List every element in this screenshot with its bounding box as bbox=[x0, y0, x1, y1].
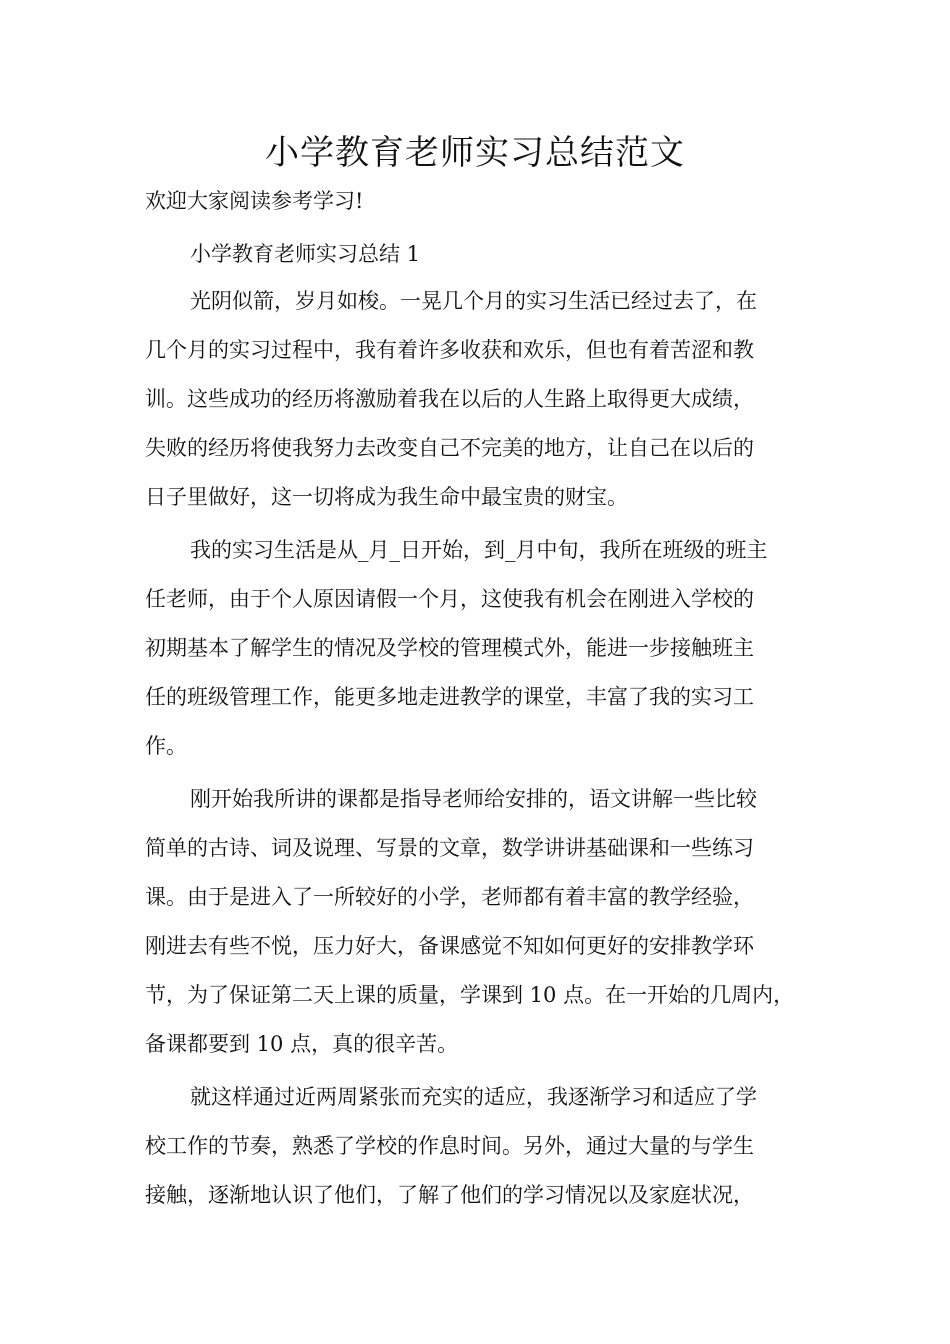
paragraph-2-line-1: 我的实习生活是从_月_日开始，到_月中旬，我所在班级的班主 bbox=[190, 538, 768, 562]
paragraph-3-line-5: 节，为了保证第二天上课的质量，学课到 10 点。在一开始的几周内， bbox=[145, 983, 795, 1007]
paragraph-2-line-2: 任老师，由于个人原因请假一个月，这使我有机会在刚进入学校的 bbox=[145, 587, 754, 611]
paragraph-1-line-2: 几个月的实习过程中，我有着许多收获和欢乐，但也有着苦涩和教 bbox=[145, 338, 754, 362]
paragraph-2-line-4: 任的班级管理工作，能更多地走进教学的课堂，丰富了我的实习工 bbox=[145, 685, 754, 709]
paragraph-2-line-5: 作。 bbox=[145, 734, 187, 758]
paragraph-3-line-3: 课。由于是进入了一所较好的小学，老师都有着丰富的教学经验， bbox=[145, 885, 754, 909]
paragraph-4-line-1: 就这样通过近两周紧张而充实的适应，我逐渐学习和适应了学 bbox=[190, 1085, 757, 1109]
paragraph-4-line-2: 校工作的节奏，熟悉了学校的作息时间。另外，通过大量的与学生 bbox=[145, 1134, 754, 1158]
paragraph-4-line-3: 接触，逐渐地认识了他们，了解了他们的学习情况以及家庭状况， bbox=[145, 1183, 754, 1207]
paragraph-1-line-4: 失败的经历将使我努力去改变自己不完美的地方，让自己在以后的 bbox=[145, 436, 754, 460]
paragraph-2-line-3: 初期基本了解学生的情况及学校的管理模式外，能进一步接触班主 bbox=[145, 636, 754, 660]
paragraph-3-line-2: 简单的古诗、词及说理、写景的文章，数学讲讲基础课和一些练习 bbox=[145, 836, 754, 860]
paragraph-3-line-4: 刚进去有些不悦，压力好大，备课感觉不知如何更好的安排教学环 bbox=[145, 934, 754, 958]
paragraph-1-line-5: 日子里做好，这一切将成为我生命中最宝贵的财宝。 bbox=[145, 485, 628, 509]
document-title: 小学教育老师实习总结范文 bbox=[265, 133, 685, 173]
section-heading: 小学教育老师实习总结 1 bbox=[190, 242, 421, 266]
paragraph-1-line-1: 光阴似箭，岁月如梭。一晃几个月的实习生活已经过去了，在 bbox=[190, 289, 757, 313]
paragraph-1-line-3: 训。这些成功的经历将激励着我在以后的人生路上取得更大成绩， bbox=[145, 387, 754, 411]
greeting-text: 欢迎大家阅读参考学习! bbox=[145, 189, 364, 213]
paragraph-3-line-6: 备课都要到 10 点，真的很辛苦。 bbox=[145, 1032, 459, 1056]
paragraph-3-line-1: 刚开始我所讲的课都是指导老师给安排的，语文讲解一些比较 bbox=[190, 787, 757, 811]
